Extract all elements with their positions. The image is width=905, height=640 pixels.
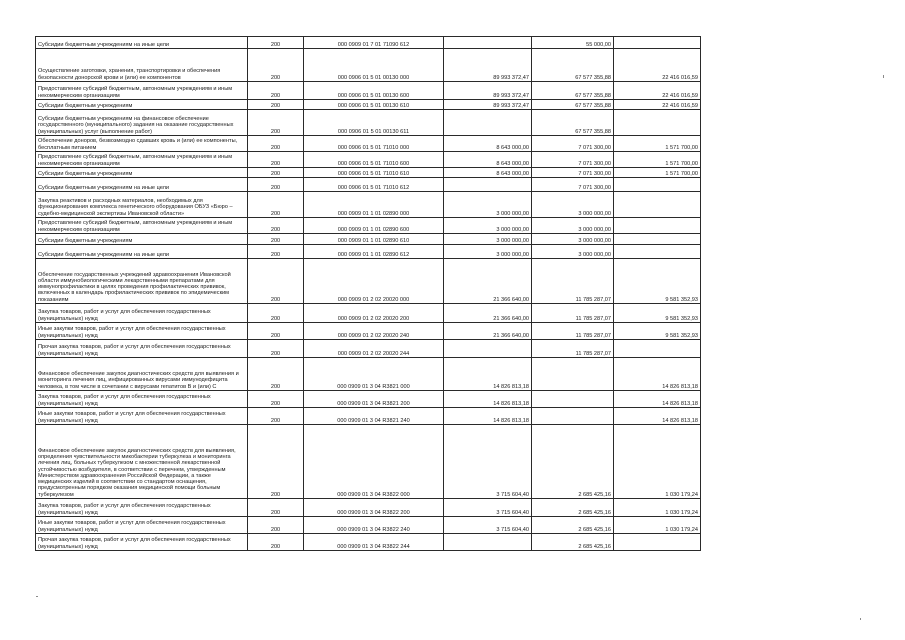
row-budget-classification-code: 000 0906 01 5 01 71010 610 <box>304 168 444 178</box>
row-unexecuted-amount: 1 571 700,00 <box>614 168 701 178</box>
row-budget-classification-code: 000 0906 01 5 01 00130 611 <box>304 110 444 136</box>
row-line-code: 200 <box>248 37 304 49</box>
row-budget-classification-code: 000 0906 01 5 01 71010 600 <box>304 152 444 168</box>
table-row <box>36 49 701 82</box>
row-executed-amount <box>532 408 614 425</box>
row-line-code: 200 <box>248 82 304 100</box>
row-line-code: 200 <box>248 136 304 152</box>
row-line-code: 200 <box>248 358 304 391</box>
row-line-code: 200 <box>248 178 304 192</box>
row-budget-classification-code: 000 0909 01 3 04 R3822 200 <box>304 499 444 517</box>
row-line-code: 200 <box>248 499 304 517</box>
row-description: Закупка реактивов и расходных материалов, необходимых для функционирования комплекса генетического оборудования ОБУЗ «Бюро – судебно-медицинской экспертизы Ивановской области» <box>36 192 248 218</box>
row-unexecuted-amount: 22 416 016,59 <box>614 82 701 100</box>
row-executed-amount <box>532 391 614 408</box>
row-executed-amount: 67 577 355,88 <box>532 100 614 110</box>
row-line-code: 200 <box>248 340 304 358</box>
row-line-code: 200 <box>248 152 304 168</box>
row-unexecuted-amount: 1 571 700,00 <box>614 136 701 152</box>
row-budget-classification-code: 000 0906 01 5 01 71010 000 <box>304 136 444 152</box>
row-description: Иные закупки товаров, работ и услуг для обеспечения государственных (муниципальных) нужд <box>36 517 248 534</box>
row-description: Прочая закупка товаров, работ и услуг для обеспечения государственных (муниципальных) нужд <box>36 534 248 551</box>
row-approved-amount: 89 993 372,47 <box>444 82 532 100</box>
row-unexecuted-amount: 9 581 352,93 <box>614 323 701 340</box>
row-unexecuted-amount <box>614 218 701 234</box>
row-description: Осуществление заготовки, хранения, транспортировки и обеспечения безопасности донорской крови и (или) ее компонентов <box>36 49 248 82</box>
row-line-code: 200 <box>248 168 304 178</box>
row-line-code: 200 <box>248 218 304 234</box>
row-description: Субсидии бюджетным учреждениям на иные цели <box>36 37 248 49</box>
row-approved-amount: 3 000 000,00 <box>444 192 532 218</box>
row-unexecuted-amount: 14 826 813,18 <box>614 358 701 391</box>
table-row <box>36 82 701 100</box>
table-row <box>36 517 701 534</box>
row-unexecuted-amount: 14 826 813,18 <box>614 391 701 408</box>
table-row <box>36 234 701 245</box>
table-row <box>36 323 701 340</box>
row-executed-amount: 2 685 425,16 <box>532 499 614 517</box>
budget-execution-table <box>35 36 701 551</box>
row-budget-classification-code: 000 0909 01 1 01 02890 600 <box>304 218 444 234</box>
row-description: Субсидии бюджетным учреждениям <box>36 168 248 178</box>
table-body <box>36 37 701 551</box>
row-description: Иные закупки товаров, работ и услуг для обеспечения государственных (муниципальных) нужд <box>36 408 248 425</box>
row-description: Предоставление субсидий бюджетным, автономным учреждениям и иным некоммерческим организациям <box>36 218 248 234</box>
row-line-code: 200 <box>248 100 304 110</box>
row-line-code: 200 <box>248 391 304 408</box>
row-approved-amount: 21 366 640,00 <box>444 259 532 304</box>
row-line-code: 200 <box>248 304 304 323</box>
row-approved-amount: 21 366 640,00 <box>444 304 532 323</box>
table-row <box>36 100 701 110</box>
row-budget-classification-code: 000 0906 01 5 01 00130 000 <box>304 49 444 82</box>
table-row <box>36 218 701 234</box>
row-budget-classification-code: 000 0906 01 5 01 00130 600 <box>304 82 444 100</box>
row-description: Субсидии бюджетным учреждениям на финансовое обеспечение государственного (муниципального) задания на оказание государственных (муниципальных) услуг (выполнение работ) <box>36 110 248 136</box>
row-approved-amount: 3 715 604,40 <box>444 517 532 534</box>
table-row <box>36 425 701 499</box>
table-row <box>36 178 701 192</box>
row-description: Обеспечение государственных учреждений здравоохранения Ивановской области иммунобиологическими лекарственными препаратами для иммунопрофилактики в целях проведения профилактических прививок, включенных в календарь профилактических прививок по эпидемическим показаниям <box>36 259 248 304</box>
row-executed-amount: 11 785 287,07 <box>532 304 614 323</box>
row-executed-amount: 11 785 287,07 <box>532 340 614 358</box>
table-row <box>36 136 701 152</box>
row-description: Прочая закупка товаров, работ и услуг для обеспечения государственных (муниципальных) нужд <box>36 340 248 358</box>
row-unexecuted-amount <box>614 110 701 136</box>
row-description: Предоставление субсидий бюджетным, автономным учреждениям и иным некоммерческим организациям <box>36 152 248 168</box>
row-budget-classification-code: 000 0906 01 5 01 71010 612 <box>304 178 444 192</box>
row-budget-classification-code: 000 0909 01 3 04 R3821 200 <box>304 391 444 408</box>
row-approved-amount: 3 000 000,00 <box>444 245 532 259</box>
row-approved-amount: 3 715 604,40 <box>444 499 532 517</box>
row-budget-classification-code: 000 0909 01 7 01 71090 612 <box>304 37 444 49</box>
row-executed-amount: 2 685 425,16 <box>532 425 614 499</box>
row-unexecuted-amount: 14 826 813,18 <box>614 408 701 425</box>
row-description: Закупка товаров, работ и услуг для обеспечения государственных (муниципальных) нужд <box>36 499 248 517</box>
row-executed-amount: 67 577 355,88 <box>532 82 614 100</box>
scan-speck <box>860 618 861 620</box>
row-unexecuted-amount: 1 571 700,00 <box>614 152 701 168</box>
row-approved-amount: 3 000 000,00 <box>444 218 532 234</box>
row-executed-amount: 3 000 000,00 <box>532 234 614 245</box>
row-budget-classification-code: 000 0909 01 3 04 R3822 240 <box>304 517 444 534</box>
row-budget-classification-code: 000 0909 01 1 01 02890 610 <box>304 234 444 245</box>
row-executed-amount: 11 785 287,07 <box>532 259 614 304</box>
row-unexecuted-amount <box>614 234 701 245</box>
row-line-code: 200 <box>248 534 304 551</box>
row-description: Субсидии бюджетным учреждениям на иные цели <box>36 245 248 259</box>
row-description: Обеспечение доноров, безвозмездно сдавших кровь и (или) ее компоненты, бесплатным питанием <box>36 136 248 152</box>
row-unexecuted-amount: 9 581 352,93 <box>614 304 701 323</box>
row-approved-amount: 21 366 640,00 <box>444 323 532 340</box>
row-executed-amount: 55 000,00 <box>532 37 614 49</box>
row-budget-classification-code: 000 0909 01 2 02 20020 000 <box>304 259 444 304</box>
table-row <box>36 168 701 178</box>
row-description: Финансовое обеспечение закупок диагностических средств для выявления, определения чувствительности микобактерии туберкулеза и мониторинга лечения лиц, больных туберкулезом с множественной лекарственной устойчивостью возбудителя, в соответствии с перечнем, утвержденным Министерством здравоохранения Российской Федерации, а также медицинских изделий в соответствии со стандартом оснащения, предусмотренным порядком оказания медицинской помощи больным туберкулезом <box>36 425 248 499</box>
row-unexecuted-amount <box>614 178 701 192</box>
row-description: Субсидии бюджетным учреждениям <box>36 100 248 110</box>
row-approved-amount <box>444 340 532 358</box>
row-executed-amount: 7 071 300,00 <box>532 168 614 178</box>
row-unexecuted-amount: 9 581 352,93 <box>614 259 701 304</box>
row-description: Иные закупки товаров, работ и услуг для обеспечения государственных (муниципальных) нужд <box>36 323 248 340</box>
row-approved-amount: 3 715 604,40 <box>444 425 532 499</box>
row-unexecuted-amount: 1 030 179,24 <box>614 517 701 534</box>
row-approved-amount: 8 643 000,00 <box>444 168 532 178</box>
row-executed-amount: 3 000 000,00 <box>532 245 614 259</box>
row-description: Предоставление субсидий бюджетным, автономным учреждениям и иным некоммерческим организациям <box>36 82 248 100</box>
row-approved-amount: 14 826 813,18 <box>444 358 532 391</box>
row-line-code: 200 <box>248 49 304 82</box>
scan-speck <box>36 596 38 597</box>
table-row <box>36 534 701 551</box>
row-budget-classification-code: 000 0909 01 3 04 R3822 000 <box>304 425 444 499</box>
row-line-code: 200 <box>248 425 304 499</box>
table-row <box>36 499 701 517</box>
table-row <box>36 408 701 425</box>
row-budget-classification-code: 000 0909 01 3 04 R3821 000 <box>304 358 444 391</box>
row-description: Финансовое обеспечение закупок диагностических средств для выявления и мониторинга лечения лиц, инфицированных вирусами иммунодефицита человека, в том числе в сочетании с вирусами гепатитов В и (или) С <box>36 358 248 391</box>
row-line-code: 200 <box>248 192 304 218</box>
row-approved-amount: 8 643 000,00 <box>444 136 532 152</box>
row-approved-amount: 89 993 372,47 <box>444 100 532 110</box>
row-executed-amount: 7 071 300,00 <box>532 178 614 192</box>
row-approved-amount: 14 826 813,18 <box>444 408 532 425</box>
row-unexecuted-amount: 1 030 179,24 <box>614 499 701 517</box>
row-description: Субсидии бюджетным учреждениям <box>36 234 248 245</box>
row-line-code: 200 <box>248 323 304 340</box>
row-unexecuted-amount <box>614 340 701 358</box>
row-line-code: 200 <box>248 245 304 259</box>
row-line-code: 200 <box>248 234 304 245</box>
row-approved-amount <box>444 37 532 49</box>
row-budget-classification-code: 000 0909 01 3 04 R3821 240 <box>304 408 444 425</box>
row-budget-classification-code: 000 0909 01 2 02 20020 244 <box>304 340 444 358</box>
table-row <box>36 192 701 218</box>
row-line-code: 200 <box>248 259 304 304</box>
table-row <box>36 259 701 304</box>
row-approved-amount: 8 643 000,00 <box>444 152 532 168</box>
row-approved-amount: 3 000 000,00 <box>444 234 532 245</box>
table-row <box>36 37 701 49</box>
row-executed-amount: 3 000 000,00 <box>532 192 614 218</box>
row-line-code: 200 <box>248 110 304 136</box>
row-budget-classification-code: 000 0909 01 2 02 20020 240 <box>304 323 444 340</box>
row-executed-amount: 2 685 425,16 <box>532 517 614 534</box>
row-executed-amount: 67 577 355,88 <box>532 49 614 82</box>
table-row <box>36 110 701 136</box>
row-executed-amount: 11 785 287,07 <box>532 323 614 340</box>
row-executed-amount: 7 071 300,00 <box>532 152 614 168</box>
row-executed-amount: 3 000 000,00 <box>532 218 614 234</box>
row-line-code: 200 <box>248 517 304 534</box>
row-approved-amount <box>444 534 532 551</box>
row-description: Закупка товаров, работ и услуг для обеспечения государственных (муниципальных) нужд <box>36 391 248 408</box>
row-unexecuted-amount: 22 416 016,59 <box>614 100 701 110</box>
table-row <box>36 152 701 168</box>
row-line-code: 200 <box>248 408 304 425</box>
row-budget-classification-code: 000 0909 01 1 01 02890 000 <box>304 192 444 218</box>
row-unexecuted-amount <box>614 192 701 218</box>
table-row <box>36 358 701 391</box>
row-approved-amount <box>444 178 532 192</box>
row-unexecuted-amount <box>614 37 701 49</box>
table-row <box>36 245 701 259</box>
row-unexecuted-amount <box>614 534 701 551</box>
row-unexecuted-amount: 22 416 016,59 <box>614 49 701 82</box>
row-executed-amount <box>532 358 614 391</box>
row-description: Субсидии бюджетным учреждениям на иные цели <box>36 178 248 192</box>
table-row <box>36 340 701 358</box>
row-executed-amount: 67 577 355,88 <box>532 110 614 136</box>
row-budget-classification-code: 000 0906 01 5 01 00130 610 <box>304 100 444 110</box>
row-executed-amount: 7 071 300,00 <box>532 136 614 152</box>
scan-speck <box>883 75 884 78</box>
row-approved-amount: 89 993 372,47 <box>444 49 532 82</box>
table-row <box>36 391 701 408</box>
row-approved-amount <box>444 110 532 136</box>
row-description: Закупка товаров, работ и услуг для обеспечения государственных (муниципальных) нужд <box>36 304 248 323</box>
row-executed-amount: 2 685 425,16 <box>532 534 614 551</box>
row-approved-amount: 14 826 813,18 <box>444 391 532 408</box>
row-budget-classification-code: 000 0909 01 3 04 R3822 244 <box>304 534 444 551</box>
row-budget-classification-code: 000 0909 01 1 01 02890 612 <box>304 245 444 259</box>
row-unexecuted-amount: 1 030 179,24 <box>614 425 701 499</box>
row-unexecuted-amount <box>614 245 701 259</box>
table-row <box>36 304 701 323</box>
row-budget-classification-code: 000 0909 01 2 02 20020 200 <box>304 304 444 323</box>
